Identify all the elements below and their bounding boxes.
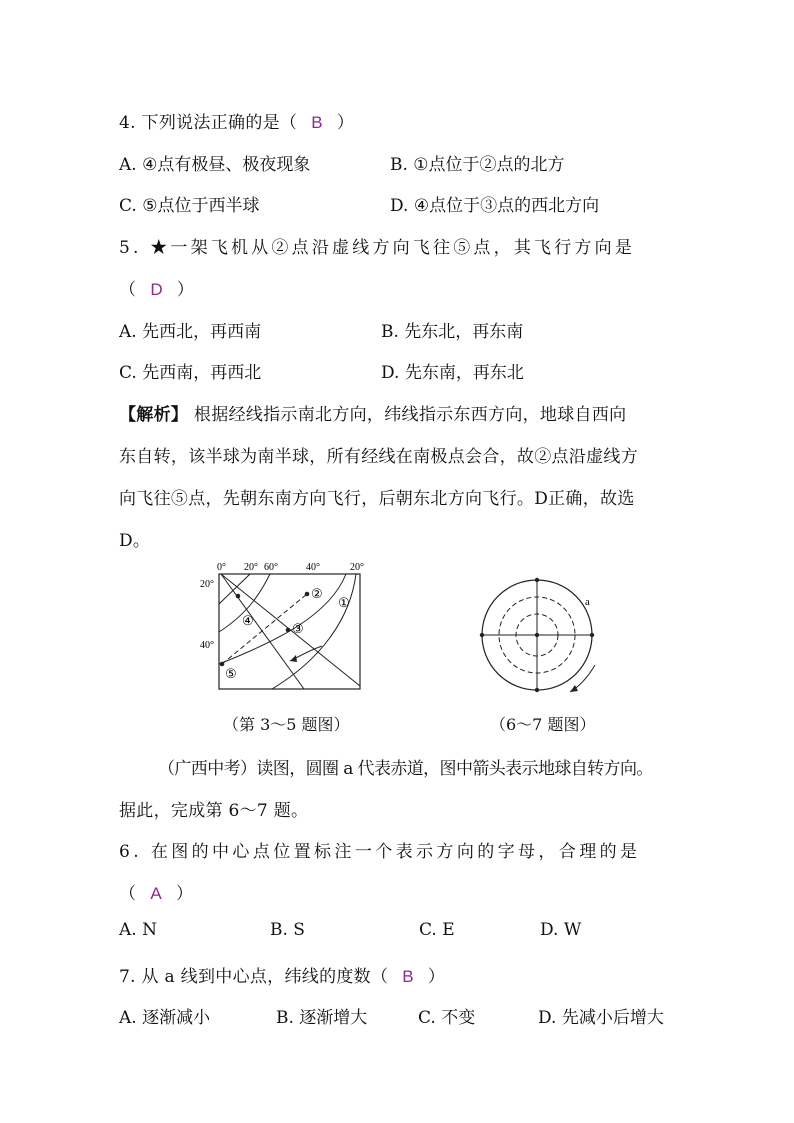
question-5-answer-line: （ D ） xyxy=(119,280,195,300)
intro-line-2: 据此，完成第 6～7 题。 xyxy=(119,801,309,821)
analysis-label: 【解析】 xyxy=(119,405,189,425)
q5-option-d: D. 先东南，再东北 xyxy=(381,363,524,383)
fig1-top-label-1: 20° xyxy=(244,562,258,573)
fig1-top-label-4: 20° xyxy=(350,562,364,573)
q7-option-a: A. 逐渐减小 xyxy=(119,1008,211,1028)
figure-3-5-map xyxy=(195,558,375,694)
q4-option-d: D. ④点位于③点的西北方向 xyxy=(390,196,600,216)
q7-option-c: C. 不变 xyxy=(418,1008,476,1028)
q6-option-d: D. W xyxy=(540,920,582,940)
figure-6-7-caption: （6～7 题图） xyxy=(490,715,596,734)
question-4-stem: 4. 下列说法正确的是（ xyxy=(119,113,298,133)
question-6-answer: A xyxy=(150,884,162,903)
figure-6-7-diagram xyxy=(475,575,605,697)
q6-option-b: B. S xyxy=(270,920,305,940)
fig2-label-a: a xyxy=(585,596,590,608)
analysis-line-1: 【解析】 根据经线指示南北方向，纬线指示东西方向，地球自西向 xyxy=(119,405,627,425)
question-7: 7. 从 a 线到中心点，纬线的度数（ B ） xyxy=(119,967,446,987)
q7-option-d: D. 先减小后增大 xyxy=(538,1008,664,1028)
fig1-left-label-1: 40° xyxy=(200,640,214,651)
intro-line-1: （广西中考）读图，圆圈 a 代表赤道，图中箭头表示地球自转方向。 xyxy=(158,759,653,779)
question-6-answer-line: （ A ） xyxy=(119,884,194,904)
question-7-stem: 7. 从 a 线到中心点，纬线的度数（ xyxy=(119,967,389,987)
question-7-answer: B xyxy=(402,967,414,986)
analysis-line-4: D。 xyxy=(119,531,151,551)
fig1-point-5: ⑤ xyxy=(225,666,237,681)
analysis-line-3: 向飞往⑤点，先朝东南方向飞行，后朝东北方向飞行。D正确，故选 xyxy=(119,489,635,509)
fig1-top-label-3: 40° xyxy=(306,562,320,573)
q5-option-a: A. 先西北，再西南 xyxy=(119,322,262,342)
figure-3-5-caption: （第 3～5 题图） xyxy=(223,715,350,734)
fig1-point-4: ④ xyxy=(242,613,254,628)
q6-option-c: C. E xyxy=(419,920,455,940)
fig1-point-1: ① xyxy=(338,595,350,610)
fig1-left-label-0: 20° xyxy=(200,579,214,590)
question-6-stem: 6. 在图的中心点位置标注一个表示方向的字母，合理的是 xyxy=(119,842,641,862)
analysis-line-2: 东自转，该半球为南半球，所有经线在南极点会合，故②点沿虚线方 xyxy=(119,447,638,467)
question-5-stem: 5. ★一架飞机从②点沿虚线方向飞往⑤点，其飞行方向是 xyxy=(119,238,636,258)
q5-option-b: B. 先东北，再东南 xyxy=(381,322,524,342)
q4-option-a: A. ④点有极昼、极夜现象 xyxy=(119,155,311,175)
q7-option-b: B. 逐渐增大 xyxy=(276,1008,368,1028)
q5-option-c: C. 先西南，再西北 xyxy=(119,363,262,383)
q6-option-a: A. N xyxy=(119,920,157,940)
question-5-answer: D xyxy=(150,280,163,299)
question-4-answer: B xyxy=(311,113,323,132)
question-4: 4. 下列说法正确的是（ B ） xyxy=(119,113,355,133)
q4-option-c: C. ⑤点位于西半球 xyxy=(119,196,260,216)
fig1-top-label-0: 0° xyxy=(217,562,226,573)
fig1-point-3: ③ xyxy=(292,621,304,636)
fig1-point-2: ② xyxy=(311,586,323,601)
q4-option-b: B. ①点位于②点的北方 xyxy=(390,155,565,175)
fig1-top-label-2: 60° xyxy=(264,562,278,573)
